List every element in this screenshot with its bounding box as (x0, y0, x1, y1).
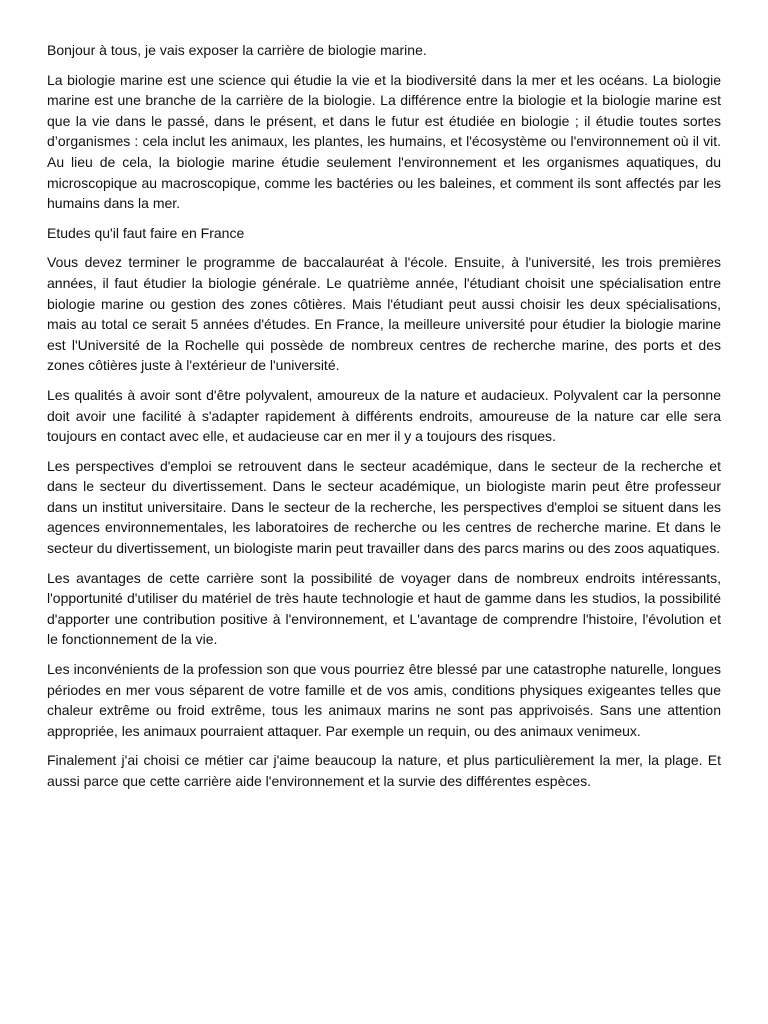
advantages-paragraph: Les avantages de cette carrière sont la possibilité de voyager dans de nombreux endroits intéressants, l'opportunité d'utiliser du matériel de très haute technologie et haut de gamme dans les studios, la possibilité d'apporter une contribution positive à l'environnement, et L'avantage de comprendre l'histoire, l'évolution et le fonctionnement de la vie. (47, 569, 721, 648)
employment-paragraph: Les perspectives d'emploi se retrouvent dans le secteur académique, dans le secteur de la recherche et dans le secteur du divertissement. Dans le secteur académique, un biologiste marin peut être professeur dans un institut universitaire. Dans le secteur de la recherche, les perspectives d'emploi se situent dans les agences environnementales, les laboratoires de recherche ou les centres de recherche marine. Et dans le secteur du divertissement, un biologiste marin peut travailler dans des parcs marins ou des zoos aquatiques. (47, 457, 721, 557)
studies-paragraph: Vous devez terminer le programme de baccalauréat à l'école. Ensuite, à l'université, les trois premières années, il faut étudier la biologie générale. Le quatrième année, l'étudiant choisit une spécialisation entre biologie marine ou gestion des zones côtières. Mais l'étudiant peut aussi choisir les deux spécialisations, mais au total ce serait 5 années d'études. En France, la meilleure université pour étudier la biologie marine est l'Université de la Rochelle qui possède de nombreux centres de recherche marine, des ports et des zones côtières juste à l'extérieur de l'université. (47, 254, 721, 374)
definition-paragraph: La biologie marine est une science qui étudie la vie et la biodiversité dans la mer et les océans. La biologie marine est une branche de la carrière de la biologie. La différence entre la biologie et la biologie marine est que la vie dans le passé, dans le présent, et dans le futur est étudiée en biologie ; il étudie toutes sortes d’organismes : cela inclut les animaux, les plantes, les humains, et l'écosystème ou l'environnement où il vit. Au lieu de cela, la biologie marine étudie seulement l'environnement et les organismes aquatiques, du microscopique au macroscopique, comme les bactéries ou les baleines, et comment ils sont affectés par les humains dans la mer. (47, 71, 721, 212)
studies-heading: Etudes qu'il faut faire en France (47, 224, 245, 241)
qualities-paragraph: Les qualités à avoir sont d'être polyvalent, amoureux de la nature et audacieux. Polyvalent car la personne doit avoir une facilité à s'adapter rapidement à différents endroits, amoureuse de la nature car elle sera toujours en contact avec elle, et audacieuse car en mer il y a toujours des risques. (47, 386, 721, 445)
intro-paragraph: Bonjour à tous, je vais exposer la carrière de biologie marine. (47, 42, 427, 58)
document-page (47, 40, 721, 801)
conclusion-paragraph: Finalement j'ai choisi ce métier car j'aime beaucoup la nature, et plus particulièrement la mer, la plage. Et aussi parce que cette carrière aide l'environnement et la survie des différentes espèces. (47, 752, 721, 789)
disadvantages-paragraph: Les inconvénients de la profession son que vous pourriez être blessé par une catastrophe naturelle, longues périodes en mer vous séparent de votre famille et de vos amis, conditions physiques exigeantes telles que chaleur extrême ou froid extrême, tous les animaux marins ne sont pas apprivoisés. Sans une attention appropriée, les animaux pourraient attaquer. Par exemple un requin, ou des animaux venimeux. (47, 661, 721, 739)
